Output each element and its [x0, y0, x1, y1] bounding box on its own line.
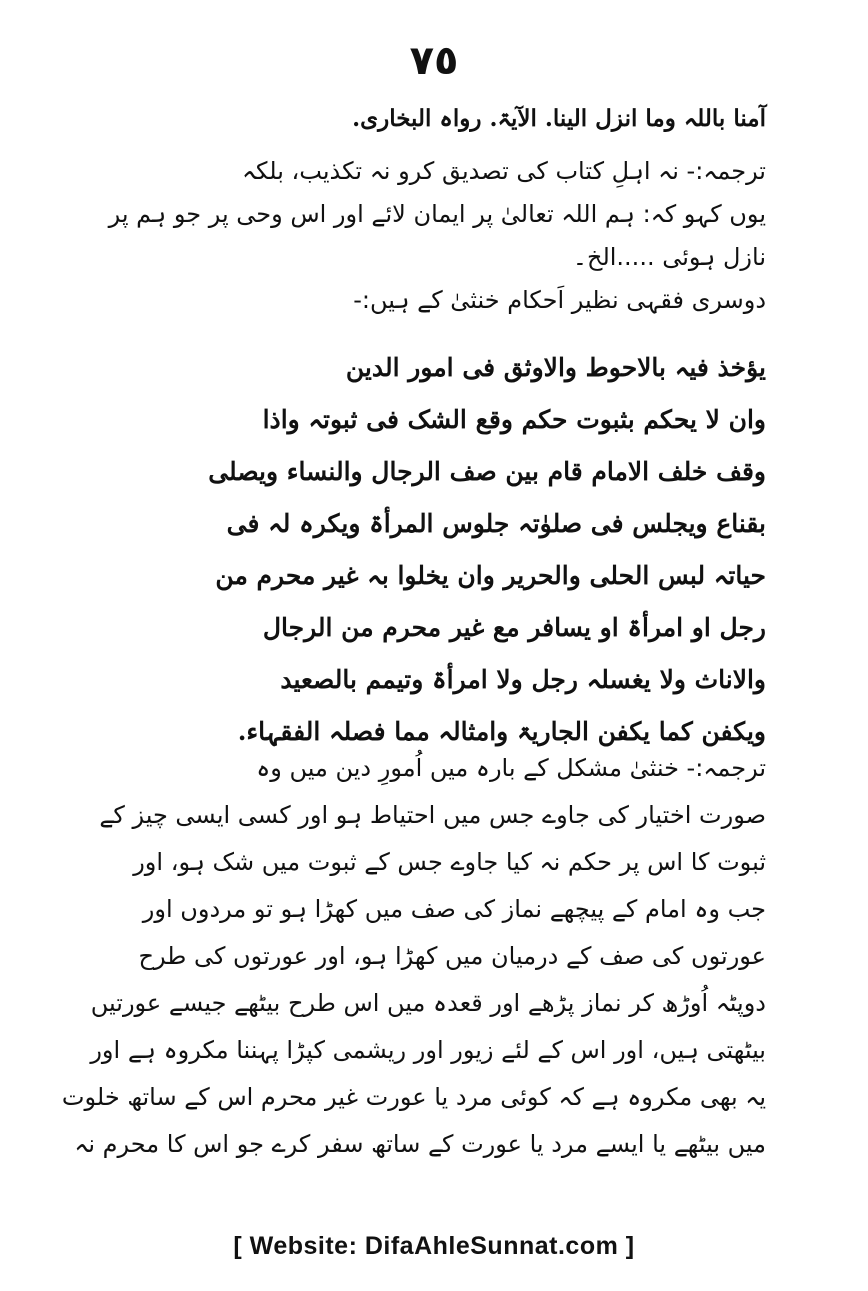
urdu-1-line-4: دوسری فقہی نظیر اَحکام خنثیٰ کے ہیں:- — [353, 286, 766, 314]
arabic-main-line-2: وان لا یحکم بثبوت حکم وقع الشک فی ثبوتہ واذا — [262, 405, 766, 434]
arabic-opening-line: آمنا باللہ وما انزل الینا. الآیۃ. رواہ البخاری. — [352, 105, 766, 132]
arabic-fiqh-passage — [186, 342, 766, 758]
urdu-1-line-2: یوں کہو کہ: ہم اللہ تعالیٰ پر ایمان لائے اور اس وحی پر جو ہم پر — [108, 200, 766, 228]
urdu-2-line-5: عورتوں کی صف کے درمیان میں کھڑا ہو، اور عورتوں کی طرح — [138, 942, 766, 970]
urdu-2-line-6: دوپٹہ اُوڑھ کر نماز پڑھے اور قعدہ میں اس طرح بیٹھے جیسے عورتیں — [90, 989, 766, 1017]
urdu-2-line-3: ثبوت کا اس پر حکم نہ کیا جاوے جس کے ثبوت میں شک ہو، اور — [133, 848, 766, 876]
urdu-2-line-4: جب وہ امام کے پیچھے نماز کی صف میں کھڑا ہو تو مردوں اور — [142, 895, 766, 923]
urdu-2-line-7: بیٹھتی ہیں، اور اس کے لئے زیور اور ریشمی کپڑا پہننا مکروہ ہے اور — [90, 1036, 766, 1064]
arabic-opening-quote — [186, 102, 766, 136]
page-number: ٧٥ — [409, 38, 459, 84]
urdu-2-line-2: صورت اختیار کی جاوے جس میں احتیاط ہو اور کسی ایسی چیز کے — [99, 801, 766, 829]
urdu-1-line-1: ترجمہ:- نہ اہلِ کتاب کی تصدیق کرو نہ تکذیب، بلکہ — [241, 157, 766, 185]
urdu-1-line-3: نازل ہوئی .....الخ۔ — [572, 243, 766, 271]
arabic-main-line-5: حیاتہ لبس الحلی والحریر وان یخلوا بہ غیر محرم من — [215, 561, 766, 590]
urdu-translation-2 — [61, 745, 766, 1168]
arabic-main-line-7: والاناث ولا یغسلہ رجل ولا امرأۃ وتیمم بالصعید — [280, 665, 766, 694]
arabic-main-line-6: رجل او امرأۃ او یسافر مع غیر محرم من الرجال — [262, 613, 766, 642]
urdu-2-line-9: میں بیٹھے یا ایسے مرد یا عورت کے ساتھ سفر کرے جو اس کا محرم نہ — [74, 1130, 766, 1158]
urdu-translation-1 — [108, 150, 766, 322]
arabic-main-line-1: یؤخذ فیہ بالاحوط والاوثق فی امور الدین — [345, 353, 766, 382]
urdu-2-line-8: یہ بھی مکروہ ہے کہ کوئی مرد یا عورت غیر محرم اس کے ساتھ خلوت — [61, 1083, 766, 1111]
arabic-main-line-3: وقف خلف الامام قام بین صف الرجال والنساء ویصلی — [208, 457, 766, 486]
arabic-main-line-4: بقناع ویجلس فی صلوٰتہ جلوس المرأۃ ویکرہ لہ فی — [226, 509, 766, 538]
arabic-main-line-8: ویکفن کما یکفن الجاریۃ وامثالہ مما فصلہ الفقہاء. — [237, 717, 766, 746]
urdu-2-line-1: ترجمہ:- خنثیٰ مشکل کے بارہ میں اُمورِ دین میں وہ — [256, 754, 766, 782]
website-footer: [ Website: DifaAhleSunnat.com ] — [233, 1232, 635, 1260]
